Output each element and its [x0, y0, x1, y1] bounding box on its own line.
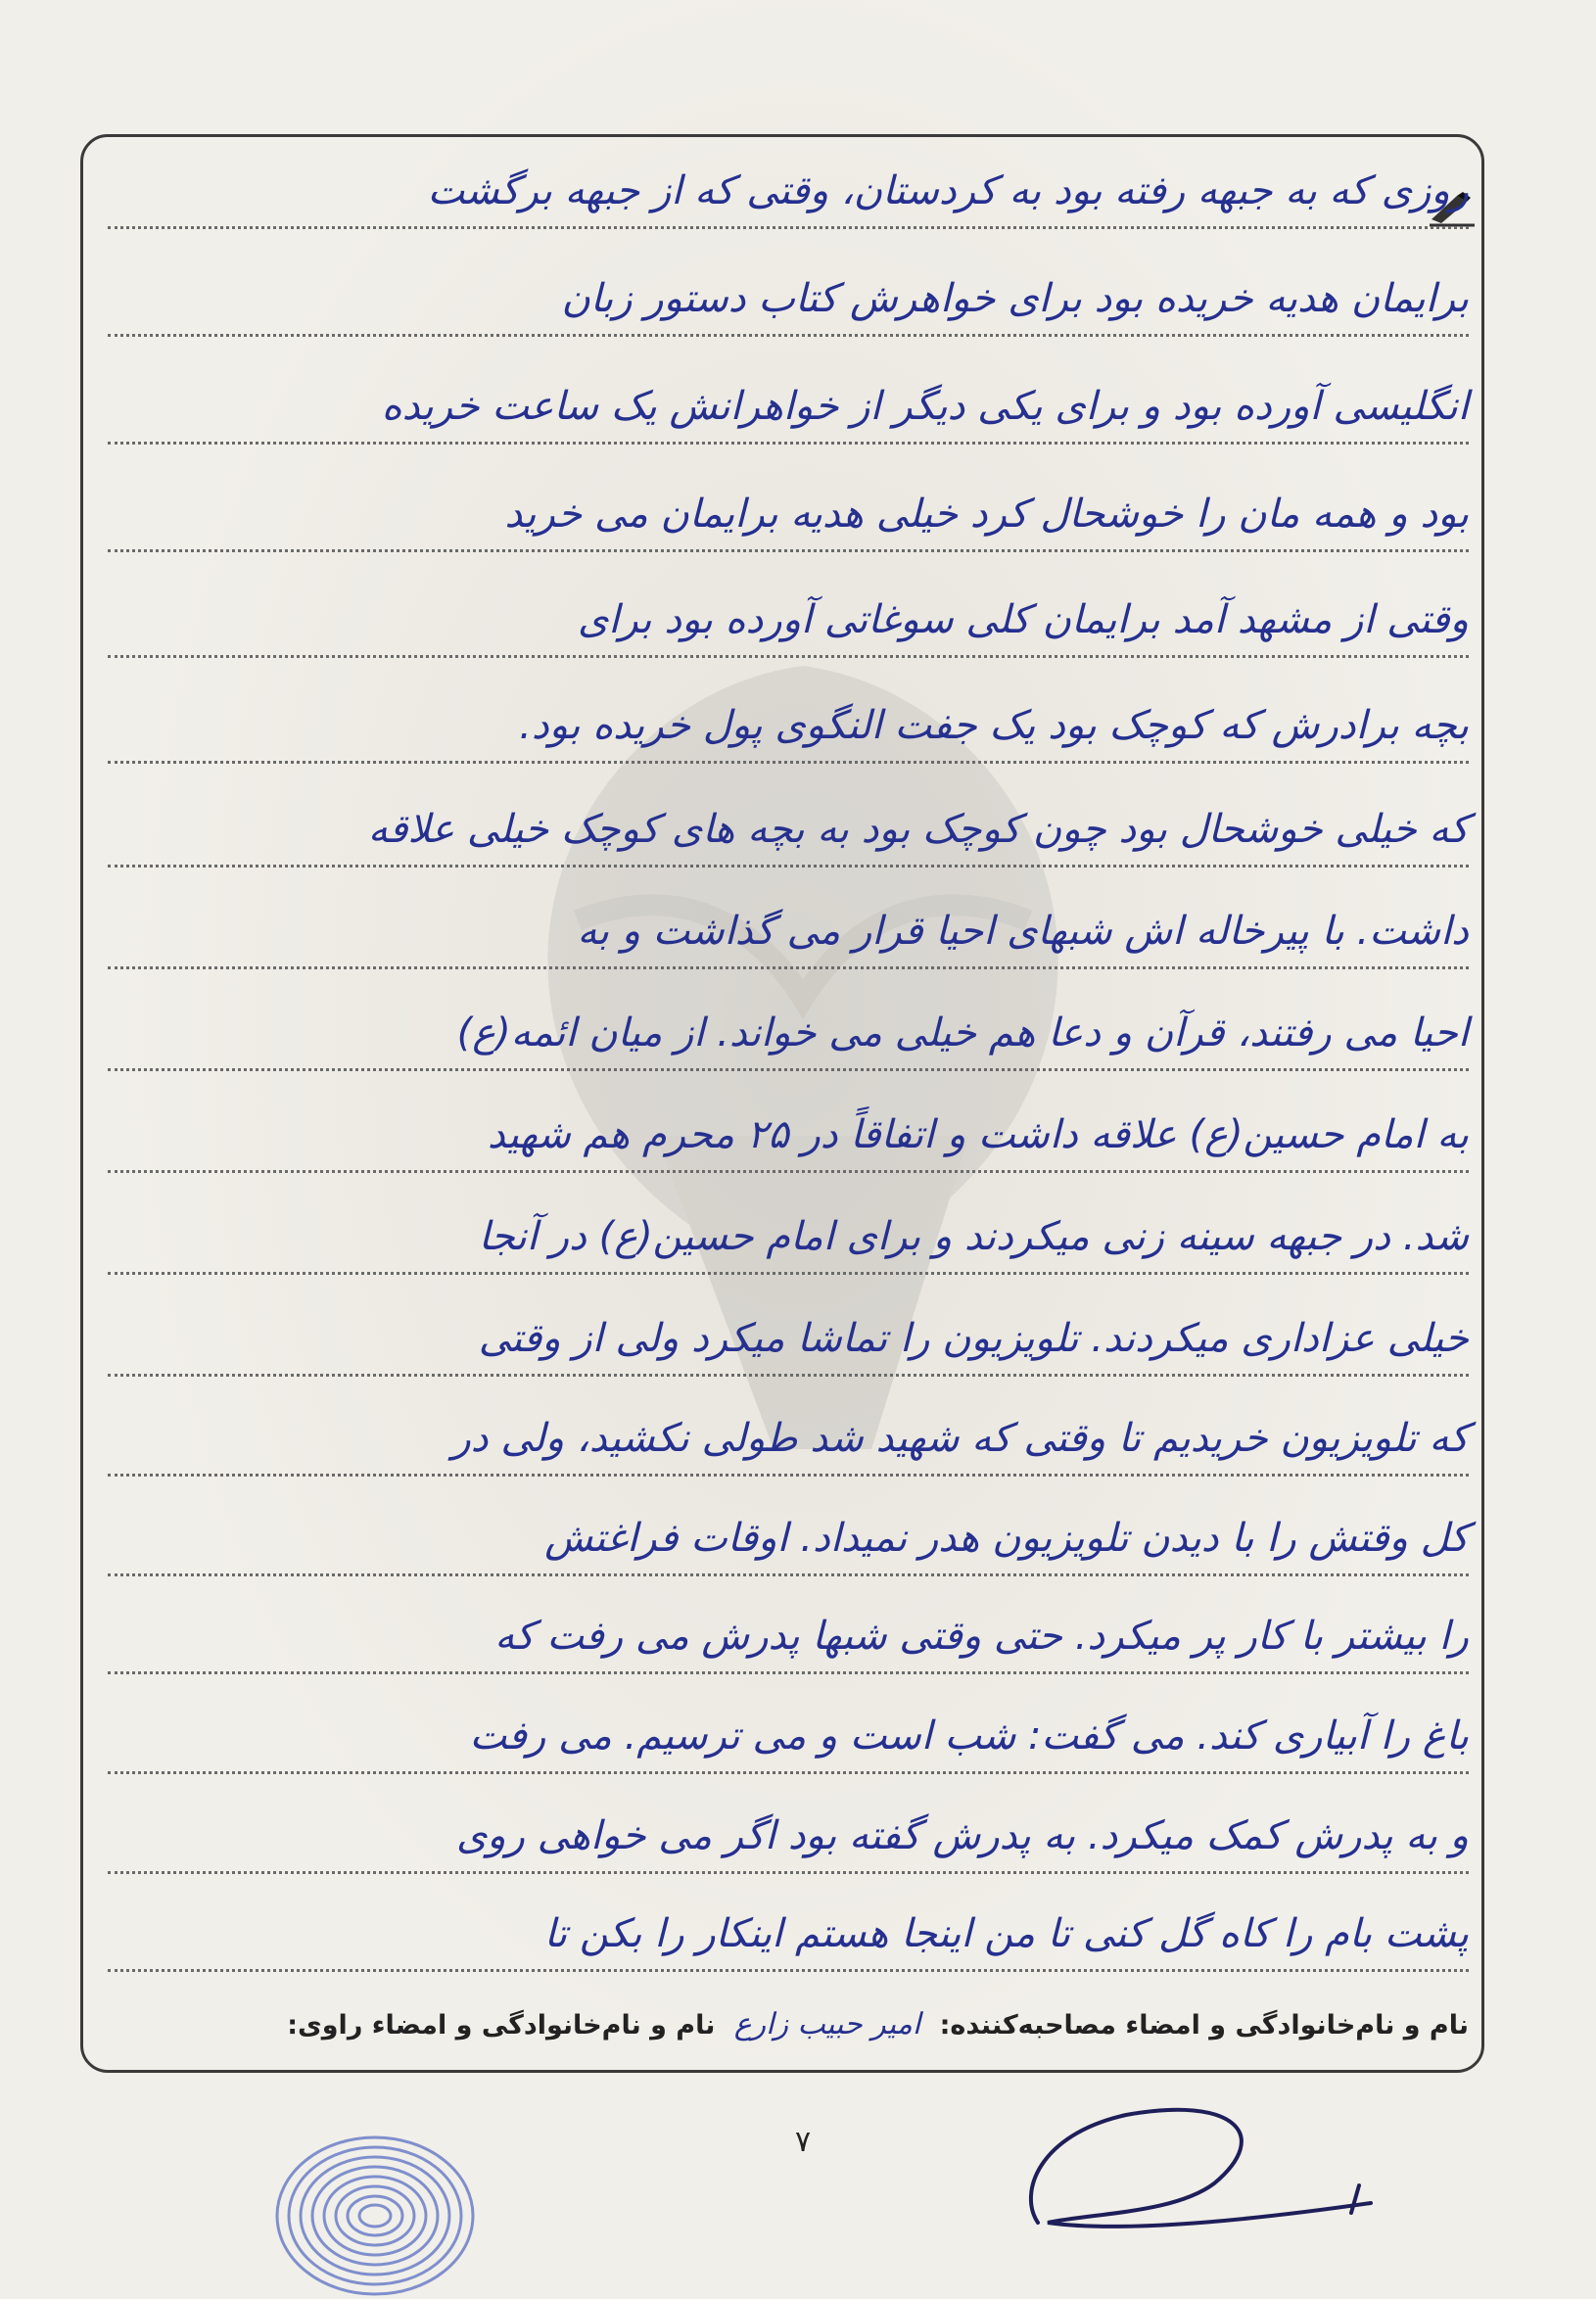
- line-8-text: داشت. با پیرخاله اش شبهای احیا قرار می گذاشت و به: [577, 909, 1469, 954]
- text-line-9: [108, 989, 1469, 1087]
- dotted-rule: [108, 226, 1469, 229]
- dotted-rule: [108, 1871, 1469, 1874]
- text-line-6: [108, 681, 1469, 779]
- dotted-rule: [108, 1170, 1469, 1173]
- dotted-rule: [108, 1573, 1469, 1576]
- line-14-text: کل وقتش را با دیدن تلویزیون هدر نمیداد. اوقات فراغتش: [544, 1516, 1469, 1561]
- line-2-text: برایمان هدیه خریده بود برای خواهرش کتاب دستور زبان: [561, 276, 1469, 321]
- text-line-17: [108, 1792, 1469, 1890]
- line-15-text: را بیشتر با کار پر میکرد. حتی وقتی شبها پدرش می رفت که: [494, 1614, 1469, 1659]
- line-10-text: به امام حسین(ع) علاقه داشت و اتفاقاً در ۲۵ محرم هم شهید: [487, 1112, 1469, 1157]
- interviewer-label: نام و نام‌خانوادگی و امضاء مصاحبه‌کننده:: [939, 2010, 1469, 2041]
- narrator-label: نام و نام‌خانوادگی و امضاء راوی:: [287, 2010, 716, 2041]
- text-line-10: [108, 1091, 1469, 1189]
- line-9-text: احیا می رفتند، قرآن و دعا هم خیلی می خواند. از میان ائمه(ع): [456, 1010, 1469, 1056]
- dotted-rule: [108, 334, 1469, 337]
- text-line-16: [108, 1692, 1469, 1790]
- line-4-text: بود و همه مان را خوشحال کرد خیلی هدیه برایمان می خرید: [504, 492, 1469, 537]
- dotted-rule: [108, 966, 1469, 969]
- dotted-rule: [108, 1771, 1469, 1774]
- text-line-13: [108, 1394, 1469, 1492]
- dotted-rule: [108, 655, 1469, 658]
- text-line-4: [108, 470, 1469, 568]
- text-line-15: [108, 1592, 1469, 1690]
- dotted-rule: [108, 1474, 1469, 1477]
- line-16-text: باغ را آبیاری کند. می گفت: شب است و می ترسیم. می رفت: [469, 1713, 1469, 1759]
- line-5-text: وقتی از مشهد آمد برایمان کلی سوغاتی آورده بود برای: [577, 597, 1469, 642]
- text-line-8: [108, 887, 1469, 985]
- line-17-text: و به پدرش کمک میکرد. به پدرش گفته بود اگر می خواهی روی: [455, 1813, 1469, 1858]
- fingerprint-stamp: [262, 2123, 488, 2299]
- text-line-7: [108, 785, 1469, 883]
- text-line-14: [108, 1494, 1469, 1592]
- text-line-2: [108, 255, 1469, 352]
- line-11-text: شد. در جبهه سینه زنی میکردند و برای امام حسین(ع) در آنجا: [478, 1214, 1469, 1259]
- dotted-rule: [108, 1671, 1469, 1674]
- dotted-rule: [108, 549, 1469, 552]
- dotted-rule: [108, 1272, 1469, 1275]
- line-1-text: روزی که به جبهه رفته بود به کردستان، وقتی که از جبهه برگشت: [427, 168, 1469, 213]
- line-18-text: پشت بام را کاه گل کنی تا من اینجا هستم اینکار را بکن تا: [543, 1911, 1469, 1956]
- line-13-text: که تلویزیون خریدیم تا وقتی که شهید شد طولی نکشید، ولی در: [451, 1416, 1469, 1461]
- narrator-signature: [979, 2076, 1390, 2262]
- line-7-text: که خیلی خوشحال بود چون کوچک بود به بچه های کوچک خیلی علاقه: [367, 807, 1469, 852]
- line-12-text: خیلی عزاداری میکردند. تلویزیون را تماشا میکرد ولی از وقتی: [478, 1316, 1469, 1361]
- text-line-3: [108, 362, 1469, 460]
- dotted-rule: [108, 442, 1469, 445]
- line-6-text: بچه برادرش که کوچک بود یک جفت النگوی پول خریده بود.: [519, 703, 1469, 748]
- text-line-18: [108, 1890, 1469, 1988]
- dotted-rule: [108, 1068, 1469, 1071]
- dotted-rule: [108, 1969, 1469, 1972]
- text-line-11: [108, 1193, 1469, 1290]
- interviewer-name: امیر حبیب زارع: [733, 2007, 921, 2041]
- text-line-1: [108, 147, 1469, 245]
- text-line-12: [108, 1294, 1469, 1392]
- dotted-rule: [108, 865, 1469, 868]
- dotted-rule: [108, 1374, 1469, 1377]
- text-line-5: [108, 576, 1469, 674]
- page-number: ۷: [794, 2125, 812, 2159]
- dotted-rule: [108, 761, 1469, 764]
- signature-row: [108, 2007, 1469, 2041]
- line-3-text: انگلیسی آورده بود و برای یکی دیگر از خواهرانش یک ساعت خریده: [381, 384, 1469, 429]
